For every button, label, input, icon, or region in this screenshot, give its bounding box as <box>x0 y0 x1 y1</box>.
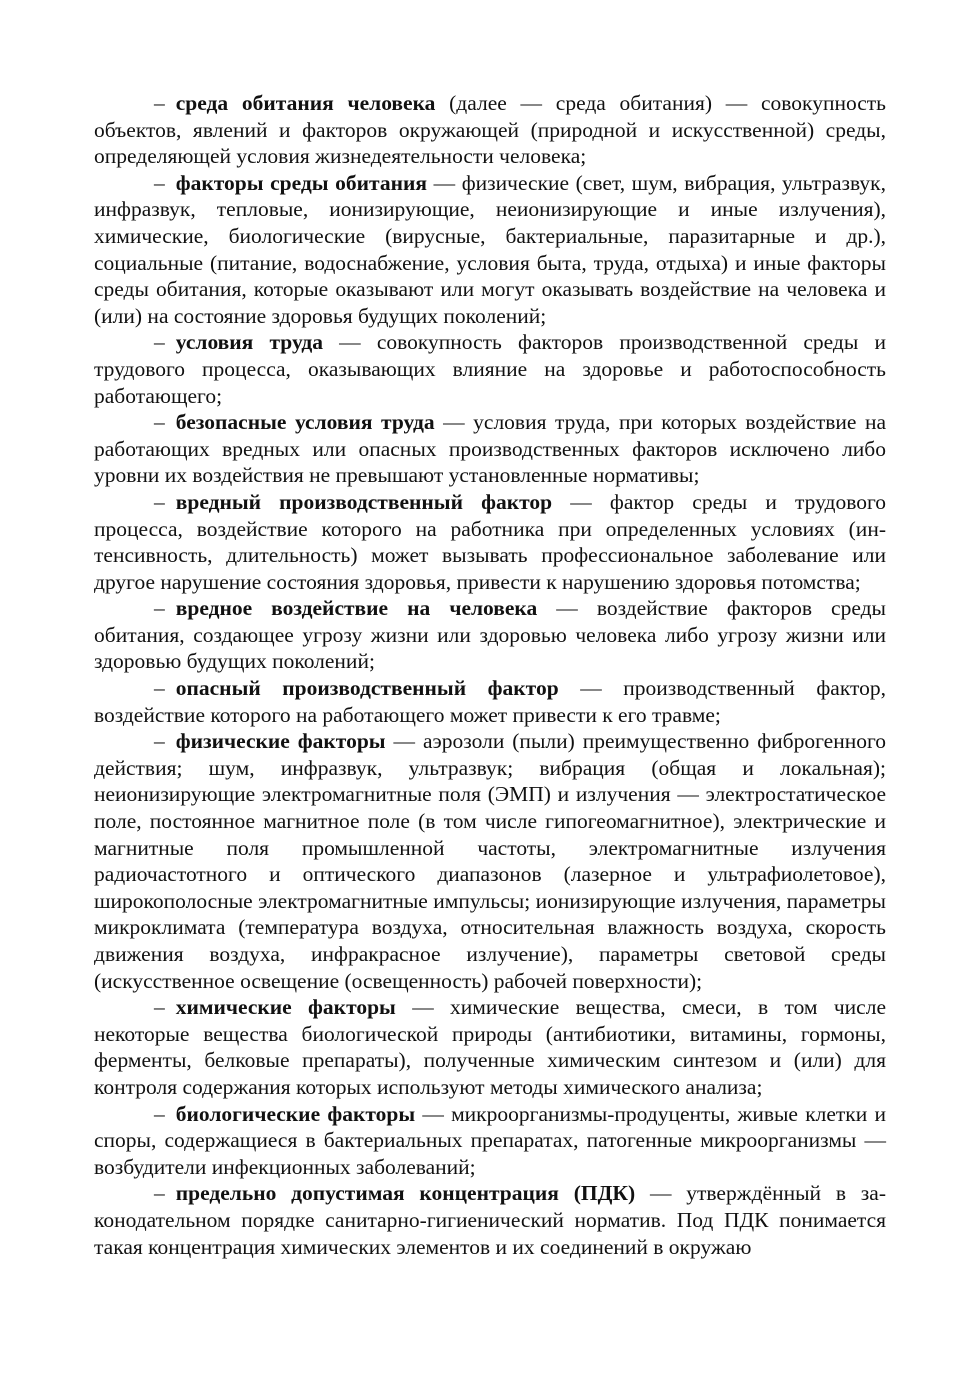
definition-paragraph <box>94 90 886 170</box>
definition-term: факторы среды обитания <box>175 170 428 195</box>
definition-paragraph <box>94 329 886 409</box>
list-dash: – <box>154 170 165 195</box>
list-dash: – <box>154 330 165 355</box>
list-dash: – <box>154 410 165 435</box>
definition-term: химические факторы <box>175 995 396 1020</box>
definition-term: среда обитания человека <box>175 91 436 115</box>
list-dash: – <box>154 676 165 701</box>
definition-text: (далее — среда обитания) — совокупность объектов, явлений и факторов окружающей (природной и искусственной) среды, определяющей условия жизнедеятельности человека; <box>94 91 886 169</box>
definition-paragraph <box>94 1180 886 1260</box>
definition-paragraph <box>94 1101 886 1181</box>
definition-paragraph <box>94 994 886 1100</box>
definition-text: — фактор среды и трудового процесса, воздействие которого на работника при определенных условиях (интенсивность, длительность) может вызывать профессиональное заболевание или другое нарушение состояния здоровья, привести к нарушению здоровья потомства; <box>94 489 886 594</box>
document-page <box>94 90 886 1260</box>
list-dash: – <box>154 729 165 754</box>
definition-term: опасный производственный фактор <box>175 676 559 701</box>
list-dash: – <box>154 91 165 115</box>
definition-text: — физические (свет, шум, вибрация, ультразвук, инфразвук, тепловые, ионизирующие, неионизирующие и иные излучения), химические, биологические (вирусные, бактериальные, паразитарные и др.), социальные (питание, водоснабжение, условия быта, труда, отдыха) и иные факторы среды обитания, которые оказывают или могут оказывать воздействие на человека и (или) на состояние здоровья будущих поколений; <box>94 170 886 328</box>
definition-term: биологические факторы <box>175 1101 416 1126</box>
definition-paragraph <box>94 728 886 994</box>
definition-text: — химические вещества, смеси, в том числе некоторые вещества биологической природы (антибиотики, витамины, гормоны, ферменты, белковые препараты), полученные химическим синтезом и (или) для контроля содержания которых используют методы химического анализа; <box>94 995 886 1099</box>
list-dash: – <box>154 1181 165 1206</box>
definition-text: — совокупность факторов производственной среды и трудового процесса, оказывающих влияние на здоровье и работоспособность работающего; <box>94 330 886 408</box>
definition-paragraph <box>94 489 886 595</box>
definition-term: вредное воздействие на человека <box>175 596 538 621</box>
definition-paragraph <box>94 409 886 489</box>
definition-term: физические факторы <box>175 729 386 754</box>
definition-paragraph <box>94 595 886 675</box>
definition-term: безопасные условия труда <box>175 410 435 435</box>
definition-text: — воздействие факторов среды обитания, создающее угрозу жизни или здоровью человека либо угрозу жизни или здоровью будущих поколений; <box>94 596 886 674</box>
definition-term: условия труда <box>175 330 323 355</box>
definition-paragraph <box>94 675 886 728</box>
list-dash: – <box>154 995 165 1020</box>
definition-text: — микроорганизмы-продуценты, живые клетки и споры, содержащиеся в бактериальных препаратах, патогенные микроорганизмы — возбудители инфекционных заболеваний; <box>94 1101 886 1179</box>
definition-text: — производственный фактор, воздействие которого на работающего может привести к его травме; <box>94 676 886 727</box>
list-dash: – <box>154 489 165 514</box>
list-dash: – <box>154 596 165 621</box>
definition-text: — аэрозоли (пыли) преимущественно фиброгенного действия; шум, инфразвук, ультразвук; вибрация (общая и локальная); неионизирующие электромагнитные поля (ЭМП) и излучения — электростатическое поле, постоянное магнитное поле (в том числе гипогеомагнитное), электрические и магнитные поля промышленной частоты, электромагнитные излучения радиочастотного и оптического диапазонов (лазерное и ультрафиолетовое), широкополосные электромагнитные импульсы; ионизирующие излучения, параметры микроклимата (температура воздуха, относительная влажность воздуха, скорость движения воздуха, инфракрасное излучение), параметры световой среды (искусственное освещение (освещенность) рабочей поверхности); <box>94 729 886 993</box>
list-dash: – <box>154 1101 165 1126</box>
definition-text: — утверждённый в законодательном порядке санитарно-гигиенический норматив. Под ПДК понимается такая концентрация химических элементов и их соединений в окружаю <box>94 1181 886 1259</box>
definition-term: предельно допустимая концентрация (ПДК) <box>175 1181 636 1206</box>
definition-paragraph <box>94 170 886 330</box>
definition-text: — условия труда, при которых воздействие на работающих вредных или опасных производственных факторов исключено либо уровни их воздействия не превышают установленные нормативы; <box>94 410 887 488</box>
definition-term: вредный производственный фактор <box>175 489 553 514</box>
